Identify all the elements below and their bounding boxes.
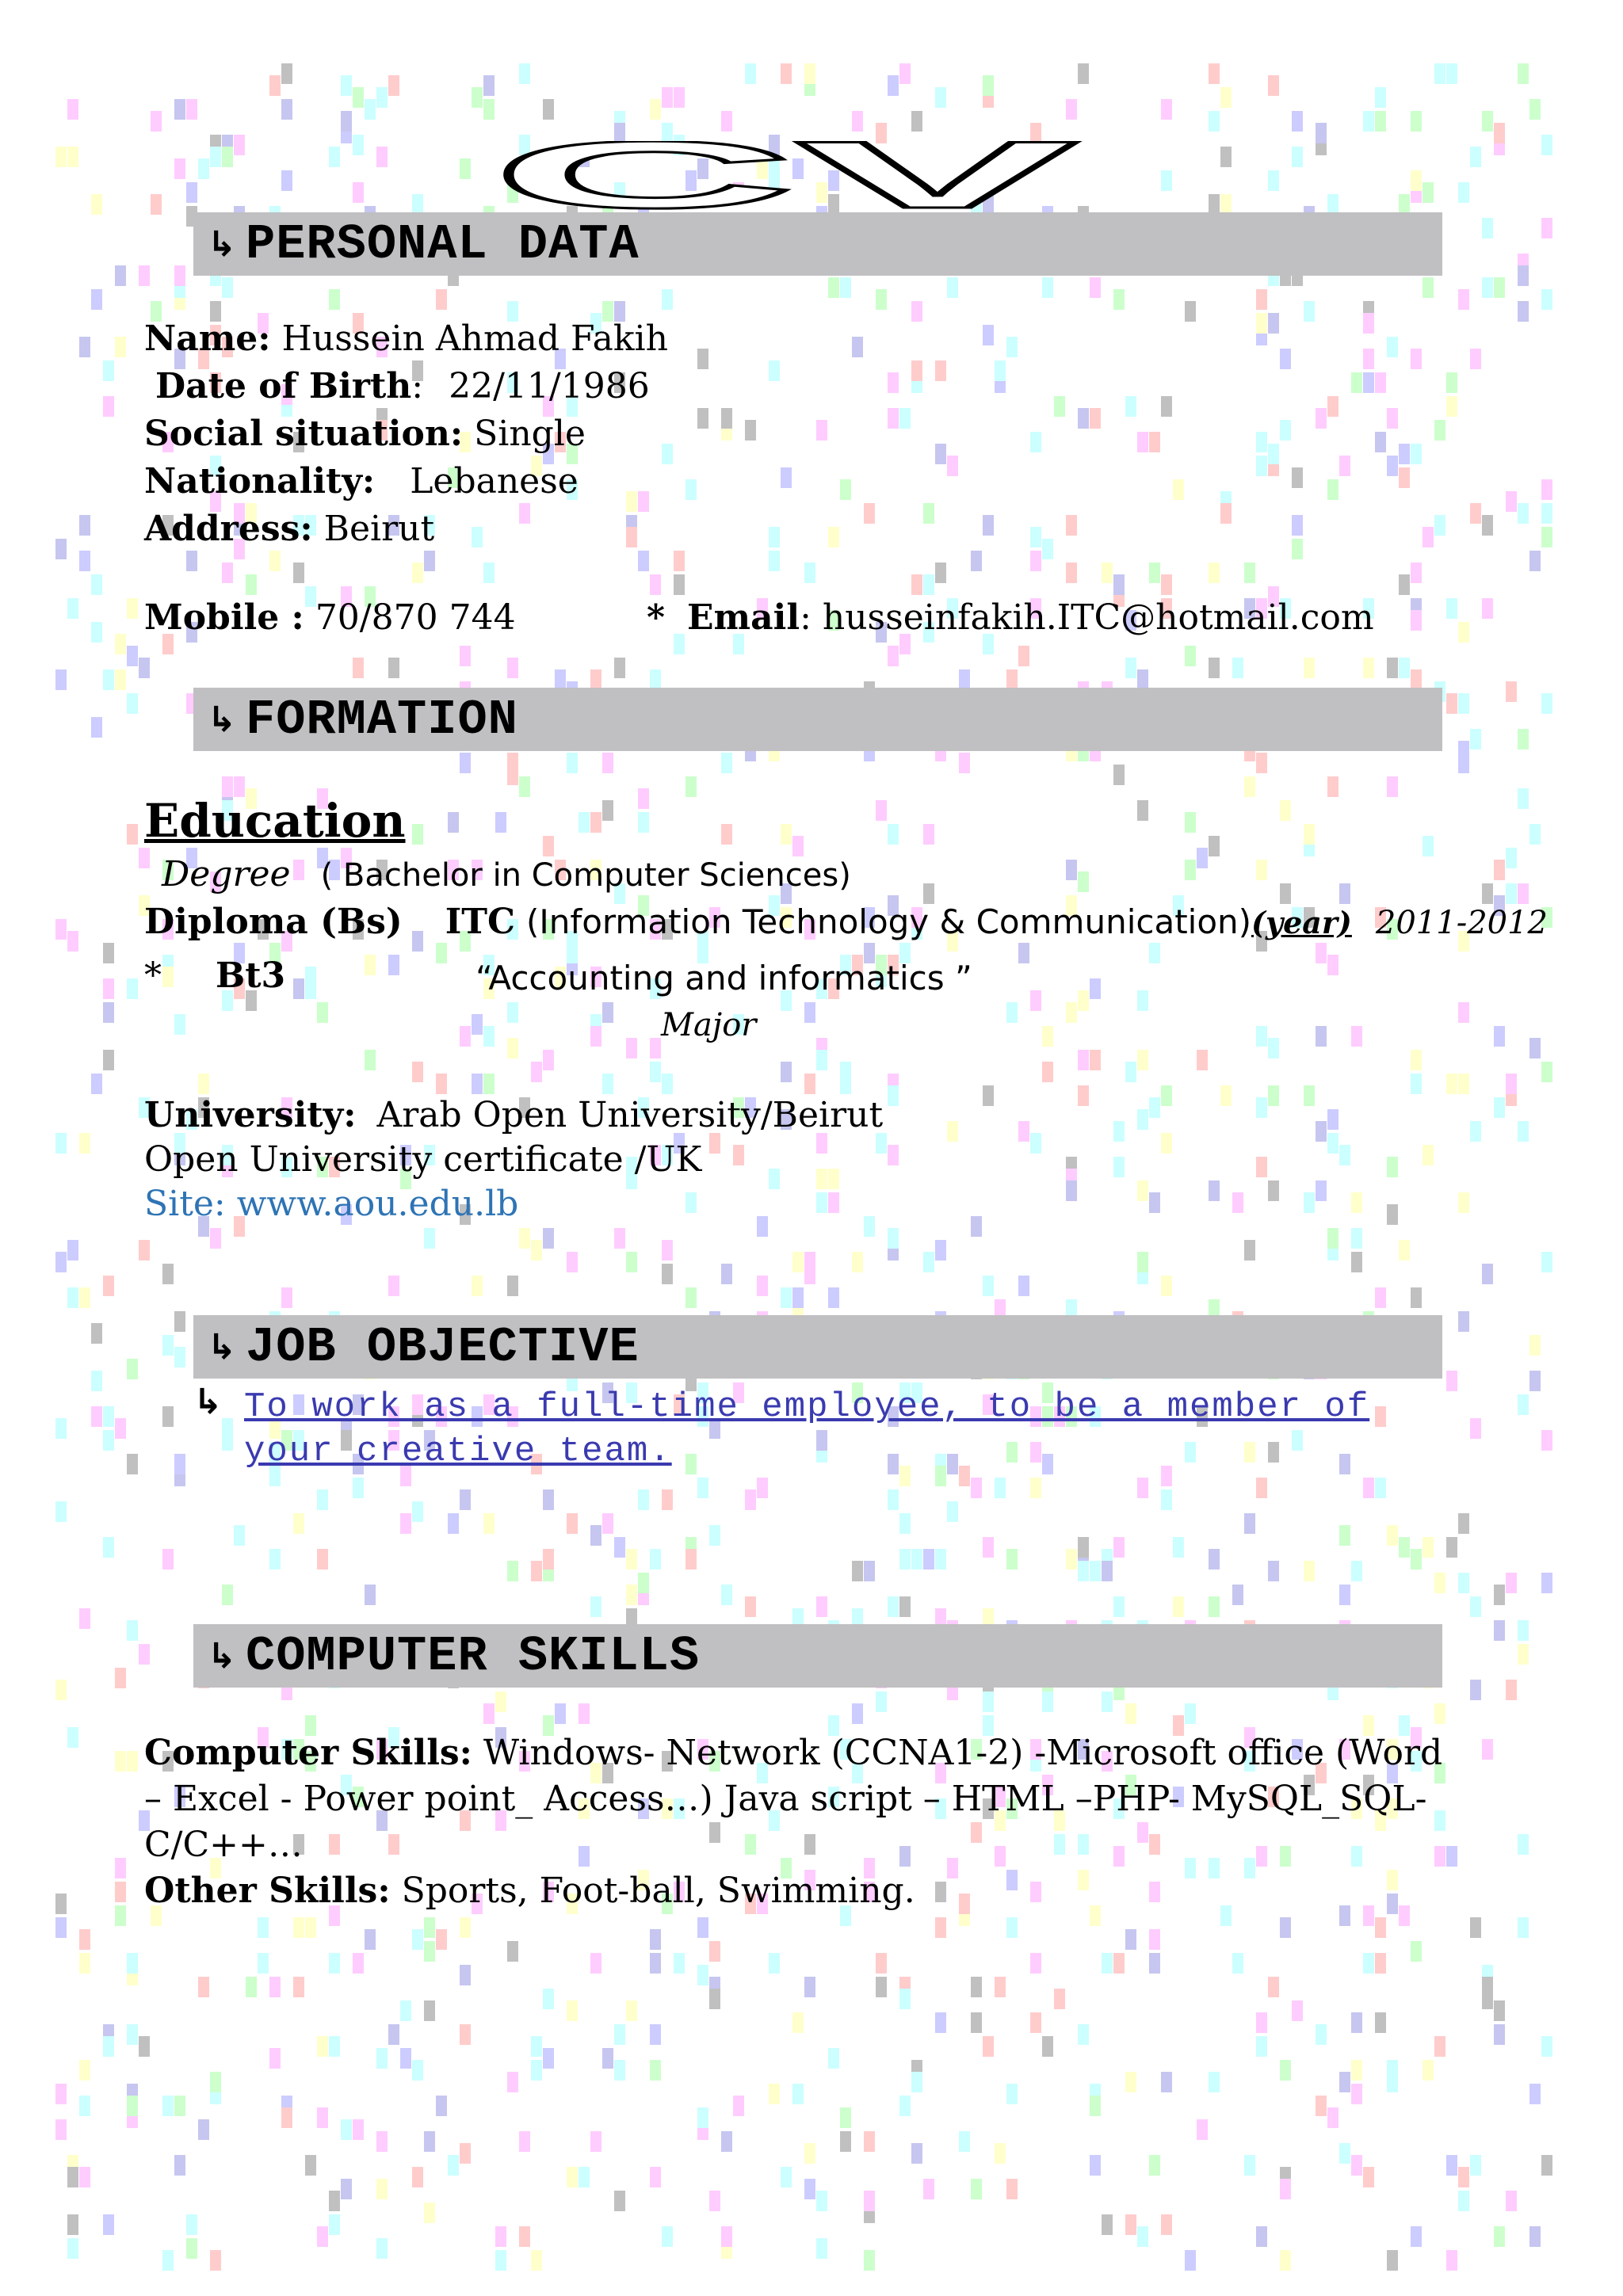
objective-text: To work as a full-time employee, to be a member of your creative team. — [244, 1387, 1370, 1471]
name-label: Name: — [144, 318, 271, 359]
arrow-bullet-icon: ↳ — [193, 1382, 223, 1422]
address-value: Beirut — [323, 509, 435, 549]
computer-skills-value: Windows- Network (CCNA1-2) -Microsoft office (Word – Excel - Power point_ Access…) Java script – HTML –PHP- MySQL_SQL- C/C++… — [144, 1733, 1443, 1865]
section-bar-personal-data — [193, 212, 1442, 276]
email-star: * — [647, 597, 666, 638]
major-label: Major — [661, 1007, 757, 1043]
email-value[interactable]: : husseinfakih.ITC@hotmail.com — [800, 597, 1374, 638]
arrow-bullet-icon: ↳ — [207, 1326, 237, 1367]
social-label: Social situation: — [144, 414, 464, 454]
section-bar-computer-skills — [193, 1624, 1442, 1688]
other-skills-value: Sports, Foot-ball, Swimming. — [401, 1871, 915, 1911]
mobile-label: Mobile : — [144, 597, 304, 638]
address-row — [144, 510, 434, 548]
bt3-star: * — [144, 955, 162, 996]
nationality-row — [144, 463, 579, 501]
arrow-bullet-icon: ↳ — [207, 1635, 237, 1676]
section-title: JOB OBJECTIVE — [246, 1318, 640, 1375]
email-label: Email — [687, 597, 800, 638]
site-link[interactable]: Site: www.aou.edu.lb — [144, 1184, 519, 1224]
nationality-label: Nationality: — [144, 461, 376, 502]
diploma-label: Diploma (Bs) — [144, 902, 403, 942]
university-label: University: — [144, 1095, 357, 1135]
section-title: FORMATION — [246, 691, 518, 748]
bt3-label: Bt3 — [216, 955, 286, 996]
cv-title-text: CV — [491, 141, 1078, 212]
mobile-row — [144, 599, 516, 637]
diploma-row — [144, 903, 1548, 941]
section-title: COMPUTER SKILLS — [246, 1627, 701, 1684]
other-skills-label: Other Skills: — [144, 1871, 391, 1911]
section-bar-formation — [193, 688, 1442, 751]
year-label: (year) — [1251, 905, 1352, 940]
bt3-row — [144, 957, 285, 995]
degree-row — [162, 856, 851, 894]
skills-paragraph — [144, 1730, 1444, 1914]
education-heading: Education — [144, 794, 406, 848]
dob-row — [155, 368, 650, 406]
dob-label: Date of Birth — [155, 366, 412, 406]
degree-value: ( Bachelor in Computer Sciences) — [320, 857, 851, 894]
arrow-bullet-icon: ↳ — [207, 223, 237, 265]
mobile-value: 70/870 744 — [315, 597, 516, 638]
email-row — [647, 599, 1374, 637]
dob-value: 22/11/1986 — [449, 366, 650, 406]
section-bar-job-objective — [193, 1315, 1442, 1379]
section-title: PERSONAL DATA — [246, 215, 640, 273]
university-value: Arab Open University/Beirut — [376, 1095, 884, 1135]
university-row — [144, 1097, 883, 1135]
social-row — [144, 415, 586, 453]
degree-label: Degree — [162, 854, 291, 894]
itc-value: (Information Technology & Communication) — [526, 902, 1252, 941]
arrow-bullet-icon: ↳ — [207, 699, 237, 740]
cv-title — [483, 141, 1086, 212]
year-value: 2011-2012 — [1375, 905, 1548, 941]
itc-label: ITC — [445, 902, 516, 942]
name-row — [144, 320, 668, 358]
certificate-text: Open University certificate /UK — [144, 1139, 702, 1180]
major-value: “Accounting and informatics ” — [475, 959, 972, 997]
address-label: Address: — [144, 509, 313, 549]
name-value: Hussein Ahmad Fakih — [281, 318, 668, 359]
nationality-value: Lebanese — [410, 461, 579, 502]
social-value: Single — [474, 414, 586, 454]
computer-skills-label: Computer Skills: — [144, 1733, 472, 1773]
dob-separator: : — [411, 366, 424, 406]
